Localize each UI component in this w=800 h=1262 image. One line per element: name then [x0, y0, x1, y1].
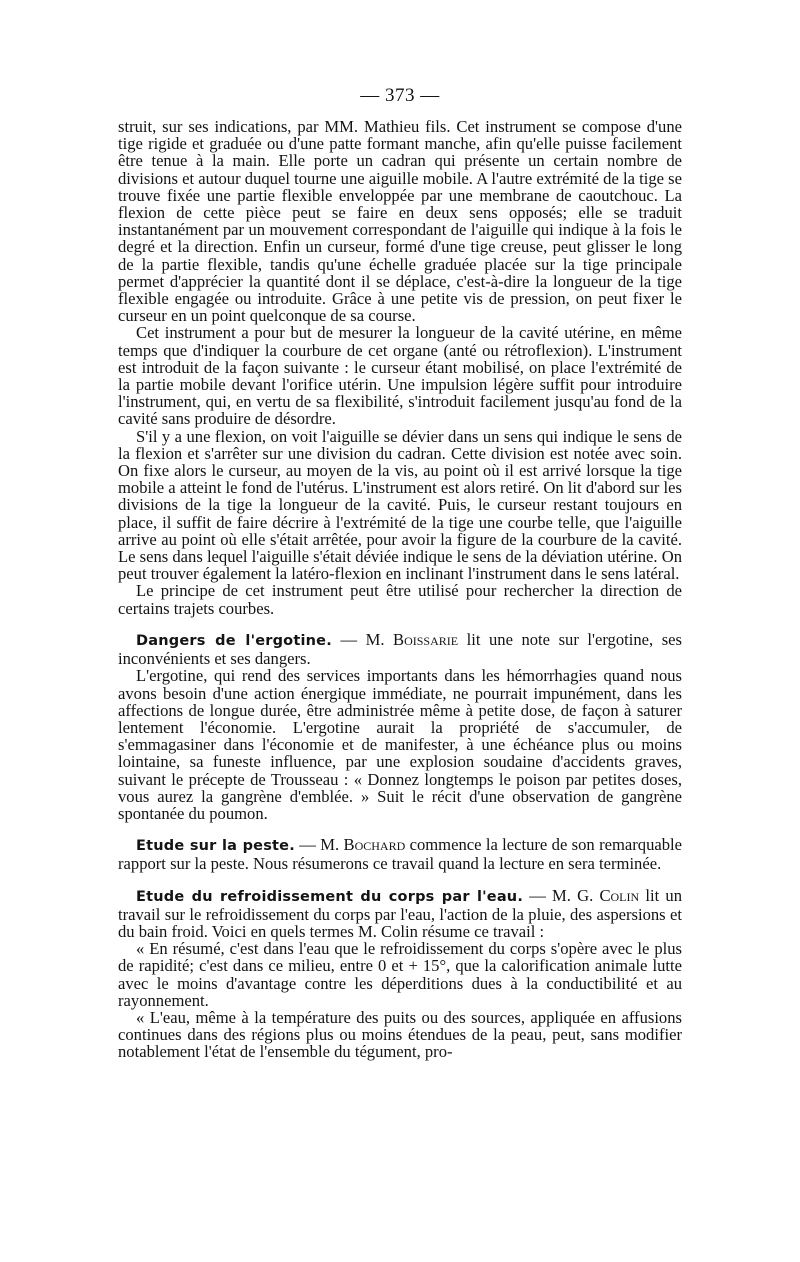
ergotine-author: Boissarie	[393, 629, 459, 649]
page-number: — 373 —	[360, 85, 440, 106]
peste-lead	[118, 836, 682, 872]
ergotine-body: L'ergotine, qui rend des services importants dans les hémorrhagies quand nous avons besoin d'une action énergique immédiate, ne pourrait impunément, dans les affections de longue durée, être administrée même à petite dose, de façon à saturer lentement l'économie. L'ergotine aurait la propriété de s'accumuler, de s'emmagasiner dans l'économie et de manifester, à une échéance plus ou moins lointaine, sa funeste influence, par une explosion soudaine d'accidents graves, suivant le précepte de Trousseau : « Donnez longtemps le poison par petites doses, vous aurez la gangrène d'emblée. » Suit le récit d'une observation de gangrène spontanée du poumon.	[118, 666, 682, 823]
peste-author: Bochard	[343, 835, 406, 855]
ergotine-dash: — M.	[331, 629, 394, 649]
refroidissement-lead	[118, 887, 682, 941]
refroidissement-quote-1: « En résumé, c'est dans l'eau que le refroidissement du corps s'opère avec le plus de rapidité; c'est dans ce milieu, entre 0 et + 15°, que la calorification animale lutte avec le moins d'avantage contre les déperditions dues à la conductibilité et au rayonnement.	[118, 939, 682, 1010]
paragraph-instrument-flexion: S'il y a une flexion, on voit l'aiguille se dévier dans un sens qui indique le sens de la flexion et s'arrêter sur une division du cadran. Cette division est notée avec soin. On fixe alors le curseur, au moyen de la vis, au point où il est arrivé lorsque la tige mobile a atteint le fond de l'utérus. L'instrument est alors retiré. On lit d'abord sur les divisions de la tige la longueur de la cavité. Puis, le curseur restant toujours en place, il suffit de faire décrire à l'extrémité de la tige une courbe telle, que l'aiguille arrive au point où elle s'était arrêtée, pour avoir la figure de la courbure de la cavité. Le sens dans lequel l'aiguille s'était déviée indique le sens de la déviation utérine. On peut trouver également la latéro-flexion en inclinant l'instrument dans le sens latéral.	[118, 426, 683, 584]
refroidissement-quote-2: « L'eau, même à la température des puits ou des sources, appliquée en affusions continues dans des régions plus ou moins étendues de la peau, peut, sans modifier notablement l'état de l'ensemble du tégument, pro-	[118, 1007, 682, 1062]
ergotine-lead	[118, 631, 682, 667]
ergotine-lead-rest: lit une note sur l'ergotine, ses inconvénients et ses dangers.	[118, 629, 682, 669]
refroidissement-lead-rest: lit un travail sur le refroidissement du corps par l'eau, l'action de la pluie, des aspersions et du bain froid. Voici en quels termes M. Colin résume ce travail :	[118, 885, 682, 941]
refroidissement-author: Colin	[599, 885, 640, 905]
refroidissement-dash: — M. G.	[523, 885, 600, 905]
paragraph-instrument-description: struit, sur ses indications, par MM. Mathieu fils. Cet instrument se compose d'une tige rigide et graduée ou d'une patte formant manche, afin qu'elle puisse facilement être tenue à la main. Elle porte un cadran qui présente un certain nombre de divisions et autour duquel tourne une aiguille mobile. A l'autre extrémité de la tige se trouve fixée une partie flexible enveloppée par une membrane de caoutchouc. La flexion de cette pièce peut se faire en deux sens opposés; elle se traduit instantanément par un mouvement correspondant de l'aiguille qui indique à la fois le degré et la direction. Enfin un curseur, formé d'une tige creuse, peut glisser le long de la partie flexible, tandis qu'une échelle graduée placée sur la tige principale permet d'apprécier la quantité dont il se déplace, c'est-à-dire la longueur de la tige flexible engagée ou introduite. Grâce à une petite vis de pression, on peut fixer le curseur en un point quelconque de sa course.	[118, 117, 682, 326]
page-body	[118, 86, 682, 1061]
peste-dash: — M.	[294, 835, 344, 855]
paragraph-instrument-principle: Le principe de cet instrument peut être utilisé pour rechercher la direction de certains trajets courbes.	[118, 581, 682, 618]
section-heading-peste: Etude sur la peste.	[136, 838, 295, 855]
paragraph-instrument-purpose: Cet instrument a pour but de mesurer la longueur de la cavité utérine, en même temps que d'indiquer la courbure de cet organe (anté ou rétroflexion). L'instrument est introduit de la façon suivante : le curseur étant mobilisé, on place l'extrémité de la partie mobile devant l'orifice utérin. Une impulsion légère suffit pour introduire l'instrument, qui, en vertu de sa flexibilité, s'introduit facilement jusqu'au fond de la cavité sans produire de désordre.	[118, 323, 682, 429]
section-refroidissement	[118, 887, 682, 1061]
section-heading-refroidissement: Etude du refroidissement du corps par l'eau.	[136, 888, 524, 905]
section-heading-ergotine: Dangers de l'ergotine.	[136, 632, 332, 649]
section-ergotine	[118, 631, 682, 822]
section-peste	[118, 836, 682, 872]
peste-lead-rest: commence la lecture de son remarquable rapport sur la peste. Nous résumerons ce travail quand la lecture en sera terminée.	[118, 835, 682, 874]
